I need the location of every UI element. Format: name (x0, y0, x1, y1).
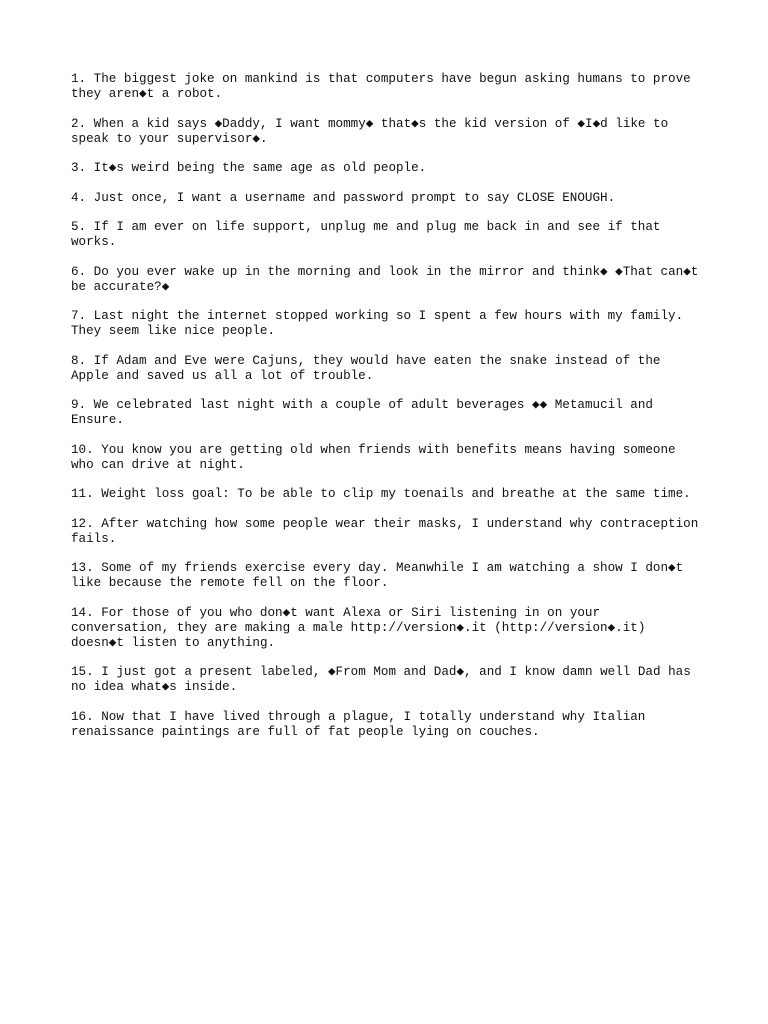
joke-paragraph-13: 13. Some of my friends exercise every day. Meanwhile I am watching a show I don◆t like because the remote fell on the floor. (71, 561, 684, 590)
document-page (71, 72, 701, 754)
joke-paragraph-9: 9. We celebrated last night with a couple of adult beverages ◆◆ Metamucil and Ensure. (71, 398, 653, 427)
joke-paragraph-15: 15. I just got a present labeled, ◆From Mom and Dad◆, and I know damn well Dad has no idea what◆s inside. (71, 665, 691, 694)
joke-paragraph-7: 7. Last night the internet stopped working so I spent a few hours with my family. They seem like nice people. (71, 309, 684, 338)
joke-paragraph-5: 5. If I am ever on life support, unplug me and plug me back in and see if that works. (71, 220, 661, 249)
joke-paragraph-12: 12. After watching how some people wear their masks, I understand why contraception fails. (71, 516, 699, 546)
joke-paragraph-4: 4. Just once, I want a username and password prompt to say CLOSE ENOUGH. (71, 190, 616, 205)
joke-paragraph-8: 8. If Adam and Eve were Cajuns, they would have eaten the snake instead of the Apple and saved us all a lot of trouble. (71, 353, 661, 383)
joke-paragraph-1: 1. The biggest joke on mankind is that computers have begun asking humans to prove they aren◆t a robot. (71, 72, 691, 101)
joke-paragraph-16: 16. Now that I have lived through a plague, I totally understand why Italian renaissance paintings are full of fat people lying on couches. (71, 709, 646, 739)
joke-paragraph-6: 6. Do you ever wake up in the morning and look in the mirror and think◆ ◆That can◆t be accurate?◆ (71, 264, 699, 294)
joke-paragraph-14: 14. For those of you who don◆t want Alexa or Siri listening in on your conversation, they are making a male http://version◆.it (http://version◆.it) doesn◆t listen to anything. (71, 605, 646, 650)
joke-paragraph-10: 10. You know you are getting old when friends with benefits means having someone who can drive at night. (71, 442, 676, 472)
joke-paragraph-2: 2. When a kid says ◆Daddy, I want mommy◆ that◆s the kid version of ◆I◆d like to speak to your supervisor◆. (71, 116, 669, 146)
joke-paragraph-11: 11. Weight loss goal: To be able to clip my toenails and breathe at the same time. (71, 487, 691, 501)
joke-paragraph-3: 3. It◆s weird being the same age as old people. (71, 161, 427, 175)
